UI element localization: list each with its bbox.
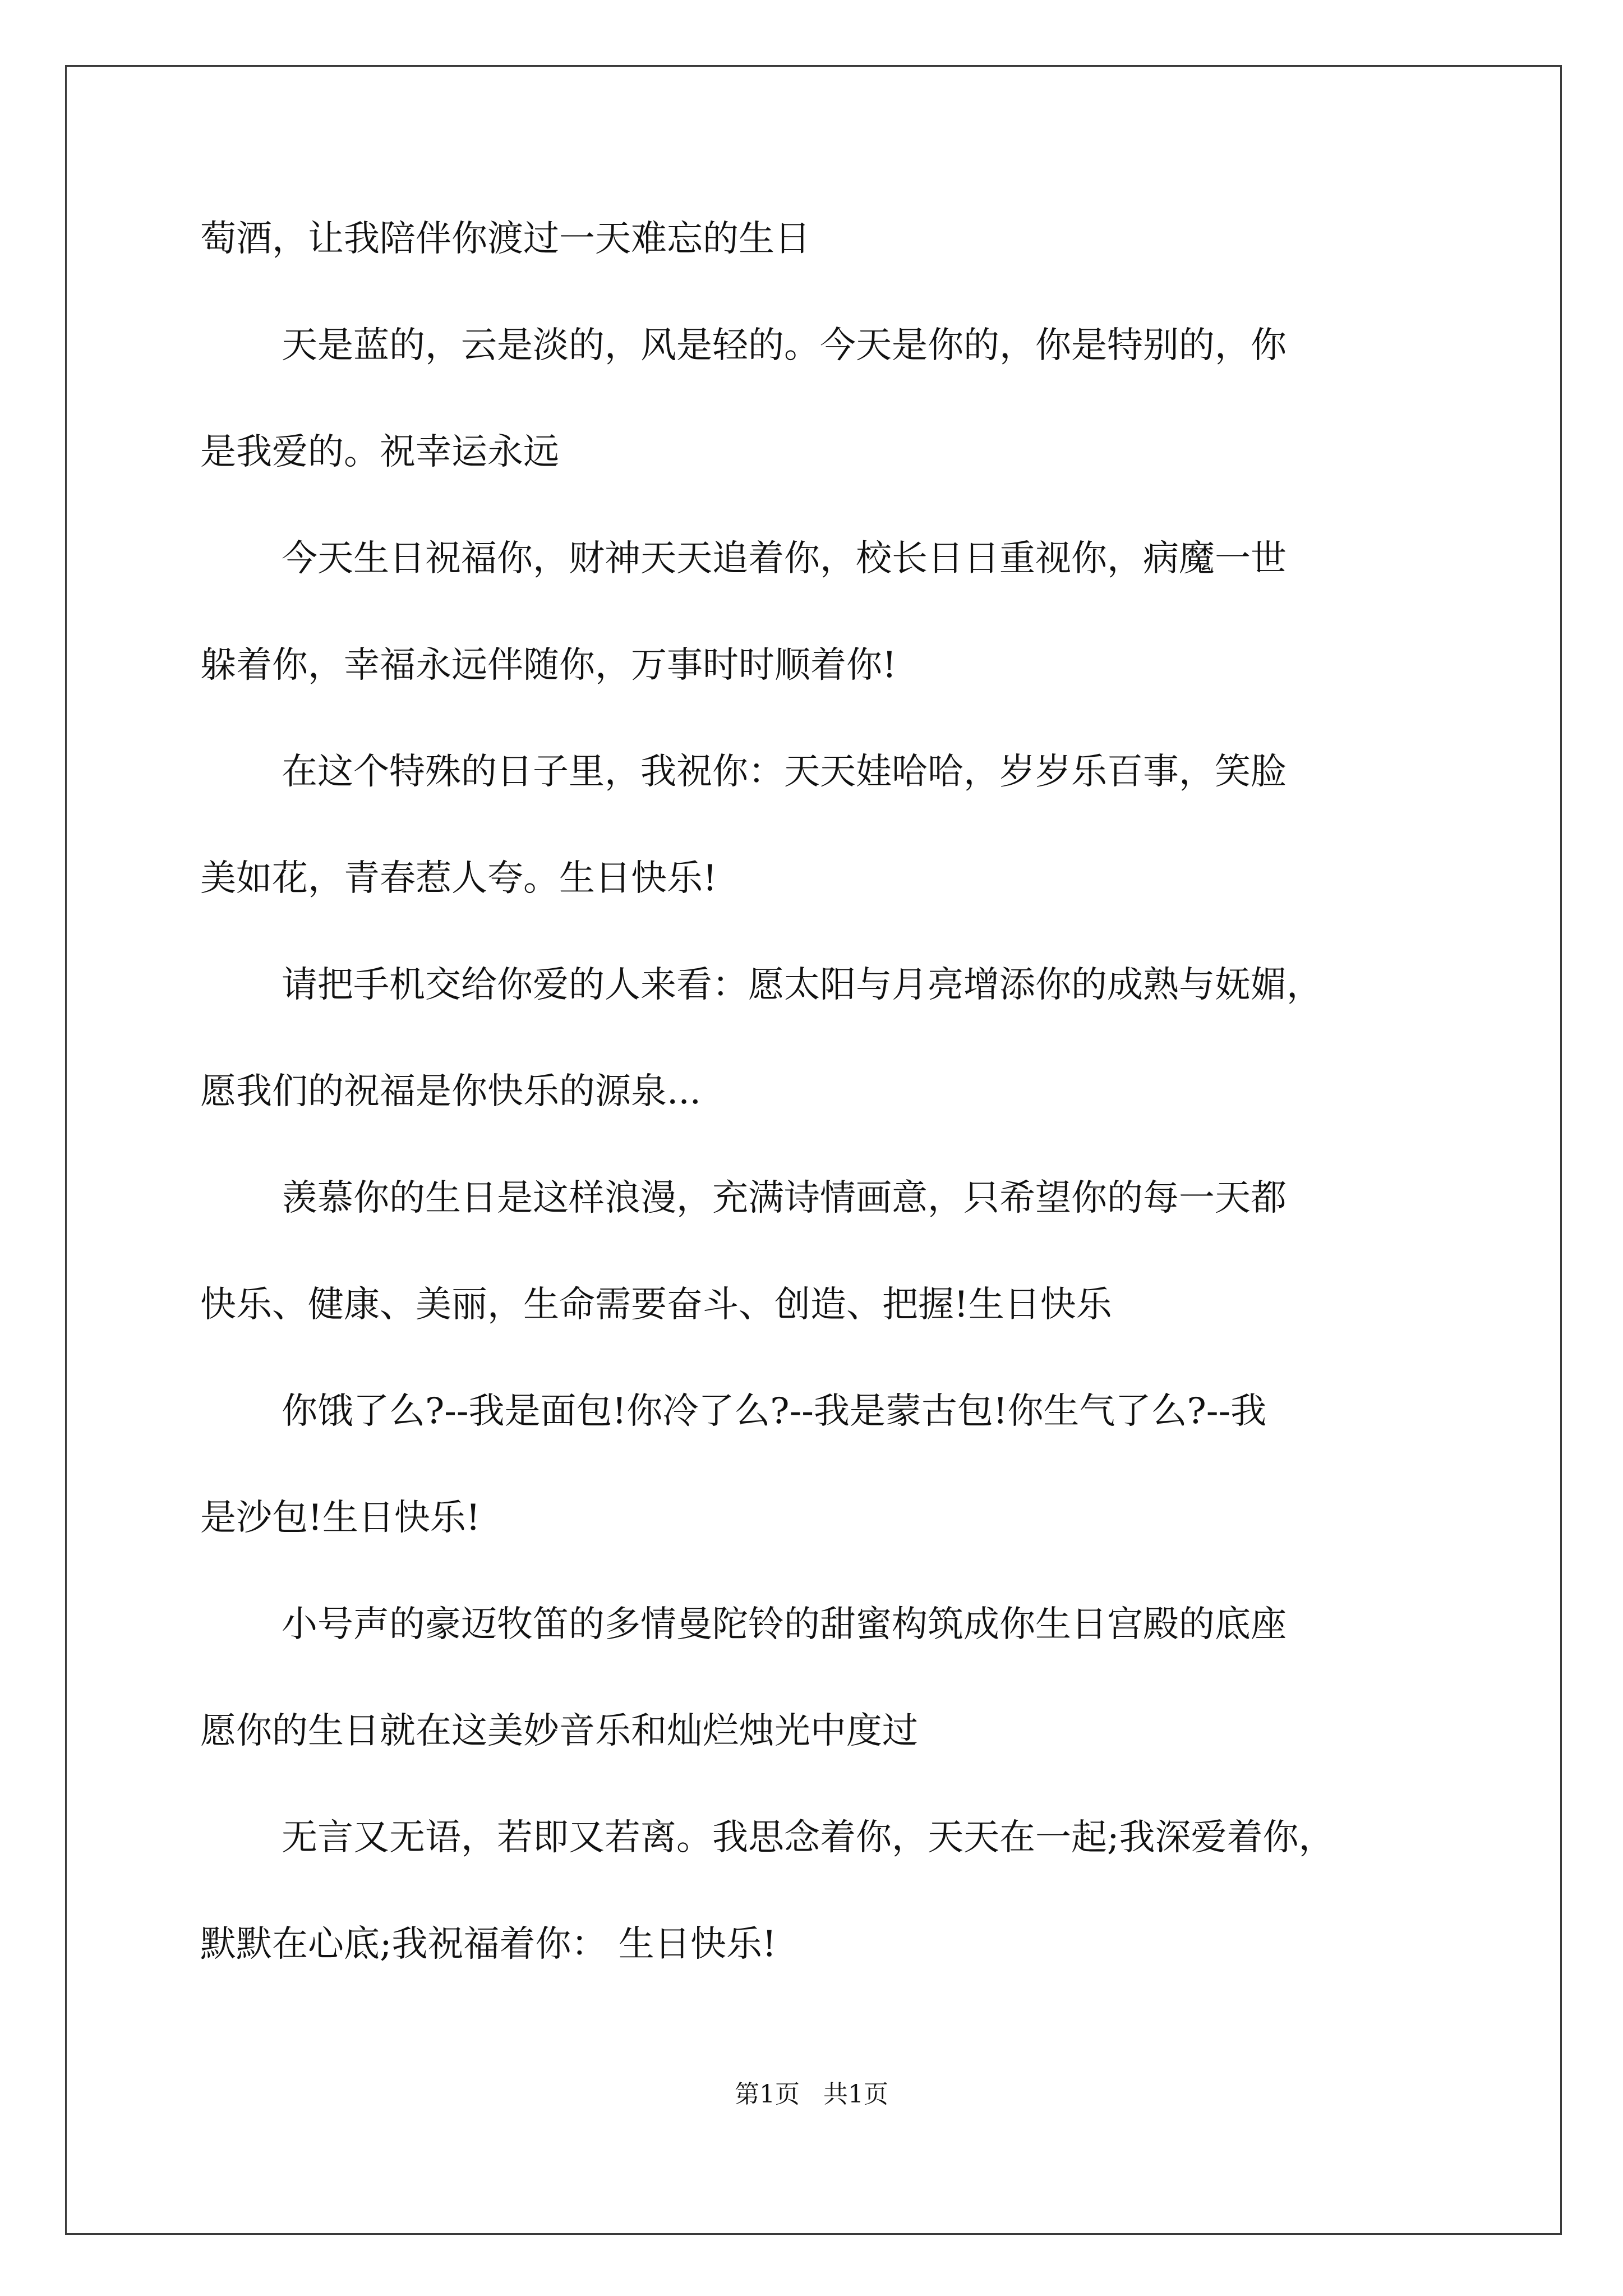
text-line: 在这个特殊的日子里，我祝你：天天娃哈哈，岁岁乐百事，笑脸: [282, 751, 1287, 793]
text-line: 是沙包!生日快乐!: [200, 1497, 481, 1539]
text-line: 天是蓝的，云是淡的，风是轻的。今天是你的，你是特别的，你: [282, 325, 1287, 366]
text-line: 愿我们的祝福是你快乐的源泉...: [200, 1071, 702, 1112]
page-border: [65, 65, 1562, 2235]
text-line: 美如花，青春惹人夸。生日快乐!: [200, 858, 717, 899]
text-line: 躲着你，幸福永远伴随你，万事时时顺着你!: [200, 645, 897, 686]
page-number-footer: 第1页 共1页: [735, 2080, 888, 2109]
text-line: 羡慕你的生日是这样浪漫，充满诗情画意，只希望你的每一天都: [282, 1177, 1287, 1219]
text-line: 萄酒，让我陪伴你渡过一天难忘的生日: [200, 218, 810, 260]
text-line: 无言又无语，若即又若离。我思念着你，天天在一起;我深爱着你，: [282, 1817, 1335, 1858]
text-line: 愿你的生日就在这美妙音乐和灿烂烛光中度过: [200, 1710, 918, 1752]
text-line: 你饿了么?--我是面包!你冷了么?--我是蒙古包!你生气了么?--我: [282, 1391, 1267, 1432]
text-line: 请把手机交给你爱的人来看：愿太阳与月亮增添你的成熟与妩媚，: [282, 964, 1322, 1006]
text-line: 今天生日祝福你，财神天天追着你，校长日日重视你，病魔一世: [282, 538, 1287, 579]
text-line: 默默在心底;我祝福着你： 生日快乐!: [200, 1924, 777, 1965]
text-line: 快乐、健康、美丽，生命需要奋斗、创造、把握!生日快乐: [200, 1284, 1112, 1326]
text-line: 小号声的豪迈牧笛的多情曼陀铃的甜蜜构筑成你生日宫殿的底座: [282, 1604, 1287, 1645]
text-line: 是我爱的。祝幸运永远: [200, 431, 559, 473]
